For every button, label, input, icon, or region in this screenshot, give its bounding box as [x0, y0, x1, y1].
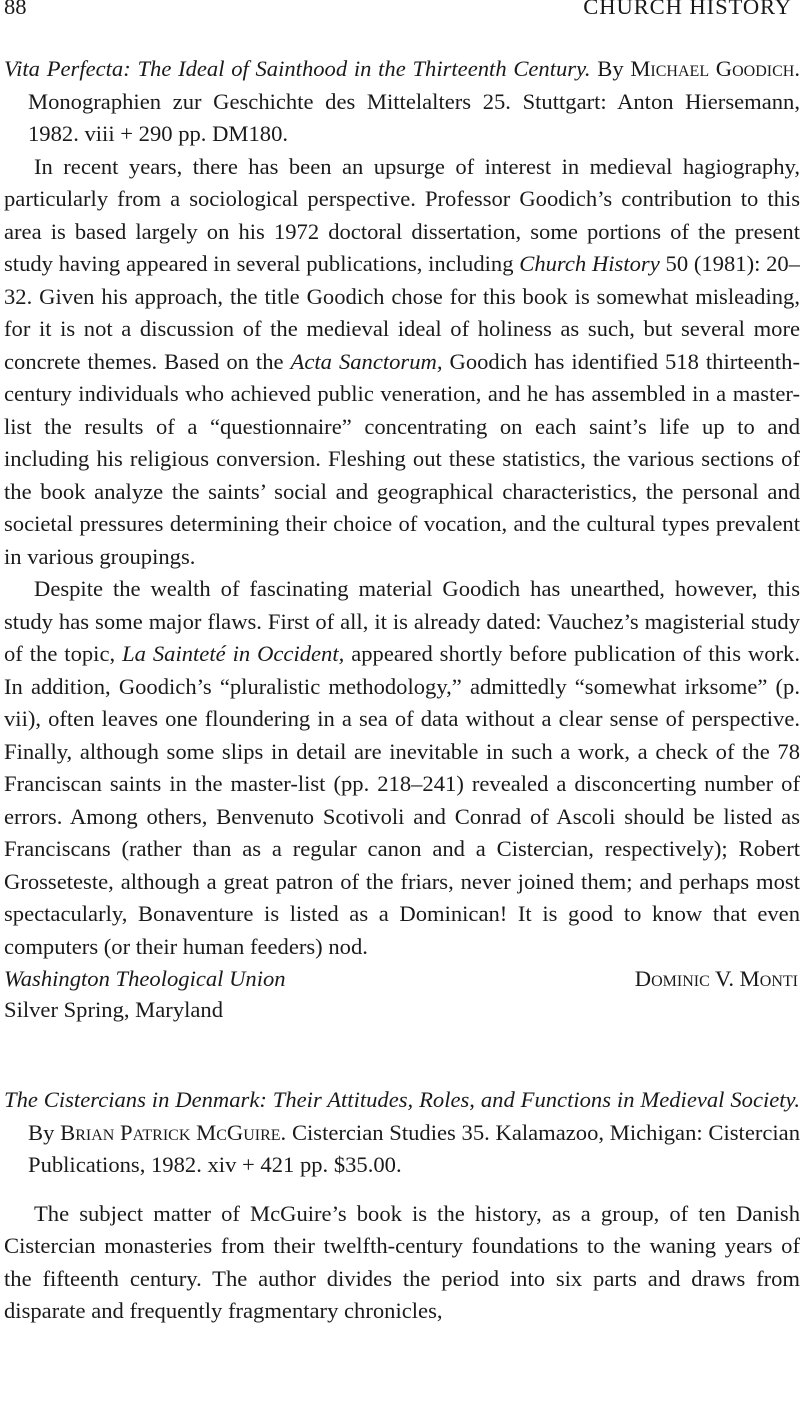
review-paragraph-2	[4, 573, 800, 963]
publication-details: Cistercian Studies 35. Kalamazoo, Michigan: Cistercian Publications, 1982. xiv + 421 pp. $35.00.	[28, 1119, 800, 1177]
book-review-vita-perfecta	[4, 53, 800, 1028]
book-author: Brian Patrick McGuire.	[60, 1119, 287, 1145]
cited-work-title: Acta Sanctorum,	[290, 348, 443, 374]
reviewer-affiliation: Washington Theological Union	[4, 966, 286, 991]
reviewer-signature	[4, 963, 800, 1028]
paragraph-text: appeared shortly before publication of this work. In addition, Goodich’s “pluralistic methodology,” admittedly “somewhat irksome” (p. vii), often leaves one floundering in a sea of data without a clear sense of perspective. Finally, although some slips in detail are inevitable in such a work, a check of the 78 Franciscan saints in the master-list (pp. 218–241) revealed a disconcerting number of errors. Among others, Benvenuto Scotivoli and Conrad of Ascoli should be listed as Franciscans (rather than as a regular canon and a Cistercian, respectively); Robert Grosseteste, although a great patron of the friars, never joined them; and perhaps most spectacularly, Bonaventure is listed as a Dominican! It is good to know that even computers (or their human feeders) nod.	[4, 641, 800, 959]
reviewer-location: Silver Spring, Maryland	[4, 997, 224, 1022]
by-word: By	[597, 56, 624, 81]
review-paragraph-1: The subject matter of McGuire’s book is the history, as a group, of ten Danish Cistercian monasteries from their twelfth-century foundations to the waning years of the fifteenth century. The author divides the period into six parts and draws from disparate and frequently fragmentary chronicles,	[4, 1200, 800, 1323]
book-author: Michael Goodich.	[630, 56, 800, 81]
cited-work-title: La Sainteté in Occident,	[122, 641, 345, 666]
review-paragraph-1	[4, 151, 800, 574]
paragraph-text: Despite the wealth of fascinating material Goodich has unearthed, however, this study has some major flaws. First of all, it is already dated: Vauchez’s magisterial study of the topic,	[4, 576, 800, 666]
paragraph-text: 50 (1981): 20–32. Given his approach, the title Goodich chose for this book is somewhat misleading, for it is not a discussion of the medieval ideal of holiness as such, but several more concrete themes. Based on the	[4, 251, 800, 374]
review-citation	[4, 1084, 800, 1182]
paragraph-text: Goodich has identified 518 thirteenth-century individuals who achieved public veneration, and he has assembled in a master-list the results of a “questionnaire” concentrating on each saint’s life up to and including his religious conversion. Fleshing out these statistics, the various sections of the book analyze the saints’ social and geographical characteristics, the personal and societal pressures determining their choice of vocation, and the cultural types prevalent in various groupings.	[4, 348, 800, 569]
reviewer-name: Dominic V. Monti	[634, 966, 798, 991]
by-word: By	[28, 1119, 55, 1145]
journal-title: Church History	[519, 251, 660, 276]
paragraph-text: In recent years, there has been an upsurge of interest in medieval hagiography, particularly from a sociological perspective. Professor Goodich’s contribution to this area is based largely on his 1972 doctoral dissertation, some portions of the present study having appeared in several publications, including	[4, 153, 800, 276]
page-header	[4, 0, 792, 25]
page-number: 88	[4, 0, 27, 19]
book-title: The Cistercians in Denmark: Their Attitudes, Roles, and Functions in Medieval Society.	[4, 1087, 800, 1112]
review-citation	[4, 53, 800, 151]
book-title: Vita Perfecta: The Ideal of Sainthood in the Thirteenth Century.	[4, 56, 591, 81]
book-review-cistercians-denmark	[4, 1084, 800, 1328]
running-head: CHURCH HISTORY	[583, 0, 792, 19]
publication-details: Monographien zur Geschichte des Mittelalters 25. Stuttgart: Anton Hiersemann, 1982. viii + 290 pp. DM180.	[28, 88, 800, 146]
